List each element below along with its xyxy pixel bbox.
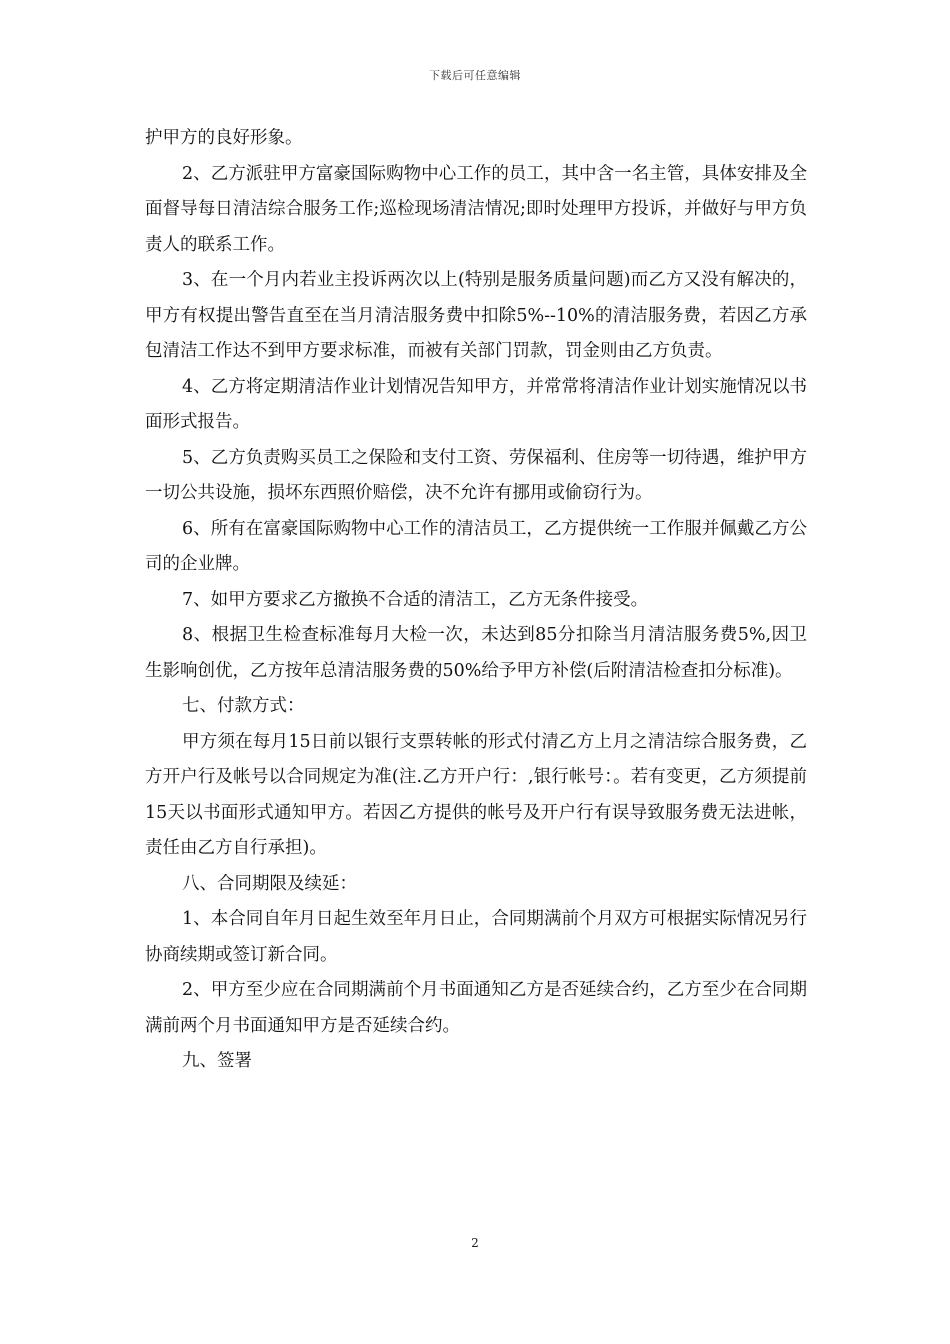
paragraph: 1、本合同自年月日起生效至年月日止，合同期满前个月双方可根据实际情况另行协商续期或签订新合同。 bbox=[145, 909, 807, 965]
paragraph: 7、如甲方要求乙方撤换不合适的清洁工，乙方无条件接受。 bbox=[182, 589, 649, 610]
paragraph: 2、甲方至少应在合同期满前个月书面通知乙方是否延续合约，乙方至少在合同期满前两个月书面通知甲方是否延续合约。 bbox=[145, 980, 807, 1036]
paragraph: 护甲方的良好形象。 bbox=[145, 128, 303, 148]
paragraph: 4、乙方将定期清洁作业计划情况告知甲方，并常常将清洁作业计划实施情况以书面形式报告。 bbox=[145, 376, 807, 432]
page-number: 2 bbox=[471, 1236, 479, 1250]
section-heading: 八、合同期限及续延： bbox=[182, 873, 357, 894]
document-body bbox=[145, 121, 807, 1080]
paragraph: 3、在一个月内若业主投诉两次以上(特别是服务质量问题)而乙方又没有解决的，甲方有权提出警告直至在当月清洁服务费中扣除5%--10%的清洁服务费，若因乙方承包清洁工作达不到甲方要求标准，而被有关部门罚款，罚金则由乙方负责。 bbox=[145, 270, 807, 361]
section-heading: 七、付款方式： bbox=[182, 696, 305, 716]
section-heading: 九、签署 bbox=[182, 1051, 252, 1071]
paragraph: 6、所有在富豪国际购物中心工作的清洁员工，乙方提供统一工作服并佩戴乙方公司的企业牌。 bbox=[145, 518, 807, 574]
paragraph: 甲方须在每月15日前以银行支票转帐的形式付清乙方上月之清洁综合服务费，乙方开户行及帐号以合同规定为准(注.乙方开户行：,银行帐号：。若有变更，乙方须提前15天以书面形式通知甲方。若因乙方提供的帐号及开户行有误导致服务费无法进帐，责任由乙方自行承担)。 bbox=[145, 731, 807, 858]
paragraph: 2、乙方派驻甲方富豪国际购物中心工作的员工，其中含一名主管，具体安排及全面督导每日清洁综合服务工作;巡检现场清洁情况;即时处理甲方投诉，并做好与甲方负责人的联系工作。 bbox=[145, 163, 807, 255]
paragraph: 5、乙方负责购买员工之保险和支付工资、劳保福利、住房等一切待遇，维护甲方一切公共设施，损坏东西照价赔偿，决不允许有挪用或偷窃行为。 bbox=[145, 447, 807, 503]
page-header: 下载后可任意编辑 bbox=[429, 69, 521, 82]
paragraph: 8、根据卫生检查标准每月大检一次，未达到85分扣除当月清洁服务费5%,因卫生影响创优，乙方按年总清洁服务费的50%给予甲方补偿(后附清洁检查扣分标准)。 bbox=[145, 625, 807, 681]
